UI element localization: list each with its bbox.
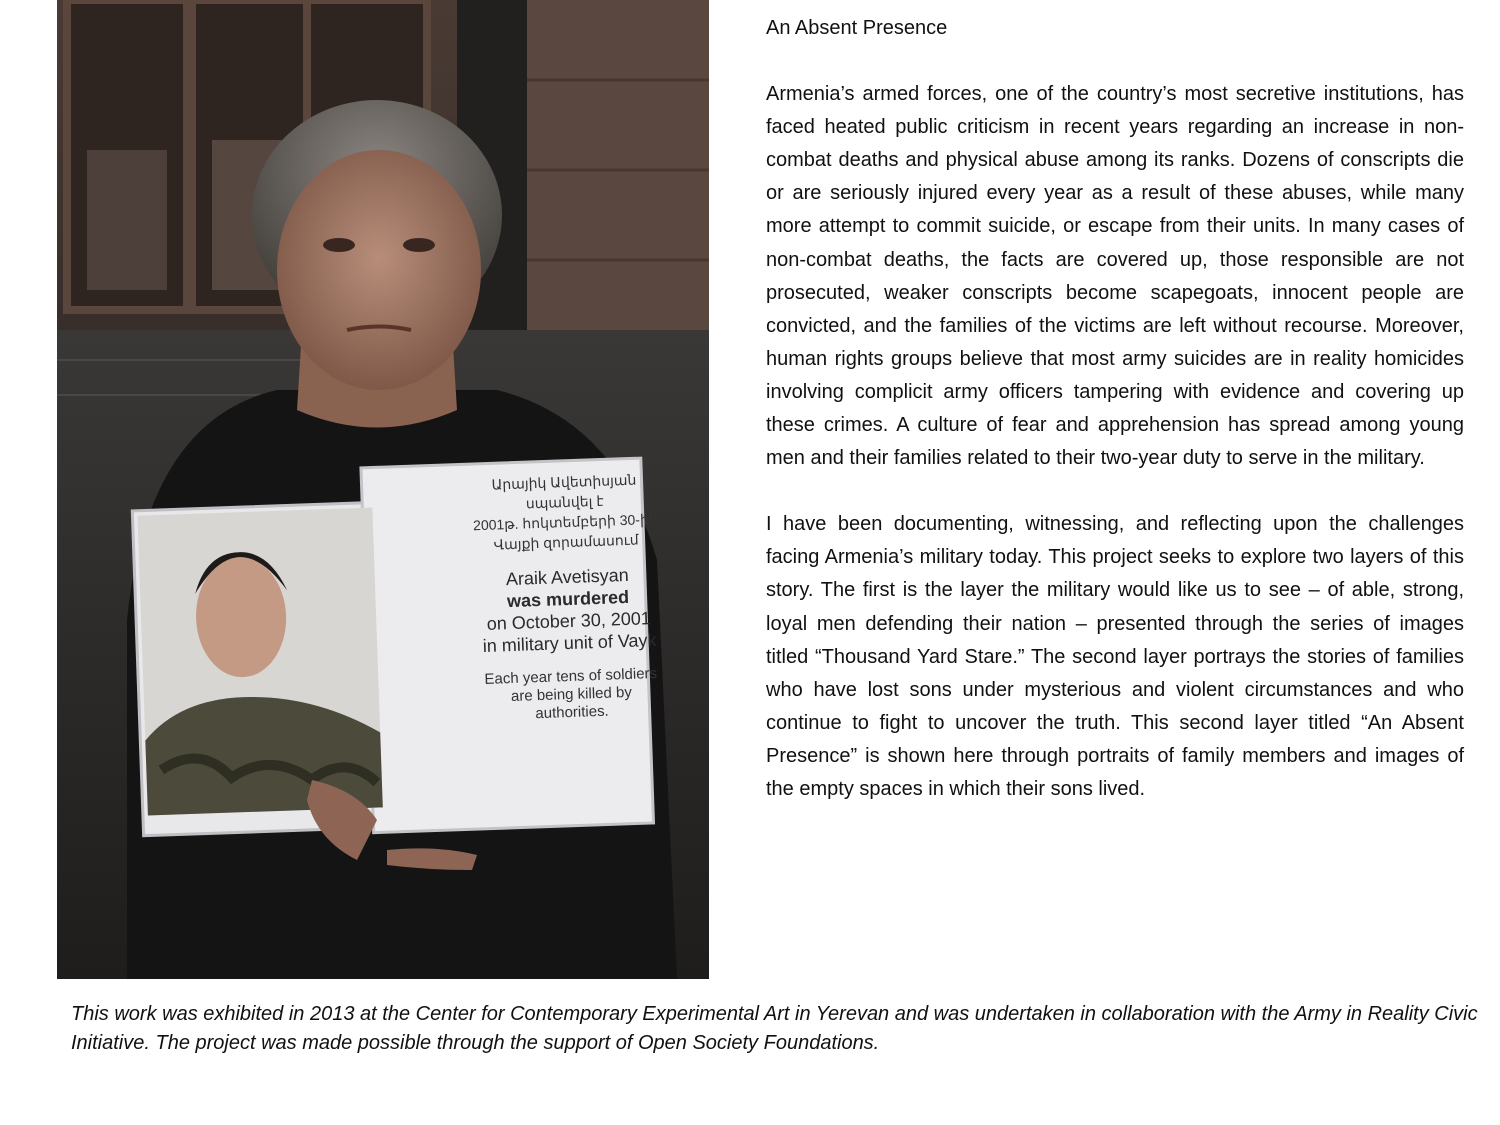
article-body xyxy=(766,12,1464,839)
placard-note-line-3: authorities. xyxy=(535,702,609,723)
placard-armenian-line-2: սպանվել է xyxy=(525,492,604,512)
exhibition-caption: This work was exhibited in 2013 at the Center for Contemporary Experimental Art in Yerevan and was undertaken in collaboration with the Army in Reality Civic Initiative. The project was made possible through the support of Open Society Foundations. xyxy=(71,1003,1478,1054)
placard-murdered: was murdered xyxy=(506,586,630,612)
placard-note-line-2: are being killed by xyxy=(510,683,633,706)
placard-note-line-1: Each year tens of soldiers xyxy=(484,664,658,688)
portrait-photo xyxy=(57,0,709,979)
placard-name: Araik Avetisyan xyxy=(505,564,629,590)
article-paragraph-1: Armenia’s armed forces, one of the country’s most secretive institutions, has faced heated public criticism in recent years regarding an increase in non-combat deaths and physical abuse among its ranks. Dozens of conscripts die or are seriously injured every year as a result of these abuses, while many more attempt to commit suicide, or escape from their units. In many cases of non-combat deaths, the facts are covered up, those responsible are not prosecuted, weaker conscripts become scapegoats, innocent people are convicted, and the families of the victims are left without recourse. Moreover, human rights groups believe that most army suicides are in reality homicides involving complicit army officers tampering with evidence and covering up these crimes. A culture of fear and apprehension has spread among young men and their families related to their two-year duty to serve in the military. xyxy=(766,83,1464,470)
article-title: An Absent Presence xyxy=(766,17,948,39)
article-paragraph-2: I have been documenting, witnessing, and reflecting upon the challenges facing Armenia’s military today. This project seeks to explore two layers of this story. The first is the layer the military would like us to see – of able, strong, loyal men defending their nation – presented through the series of images titled “Thousand Yard Stare.” The second layer portrays the stories of families who have lost sons under mysterious and violent circumstances and who continue to fight to uncover the truth. This second layer titled “An Absent Presence” is shown here through portraits of family members and images of the empty spaces in which their sons lived. xyxy=(766,513,1464,800)
placard-armenian-line-3: 2001թ. հոկտեմբերի 30-ին xyxy=(472,510,658,534)
placard-armenian-line-4: Վայքի զորամասում xyxy=(493,531,639,553)
placard-armenian-line-1: Արայիկ Ավետիսյան xyxy=(491,471,637,493)
placard-unit: in military unit of Vayk xyxy=(482,629,657,656)
placard-date: on October 30, 2001 xyxy=(486,608,652,634)
memorial-placard xyxy=(423,467,709,727)
